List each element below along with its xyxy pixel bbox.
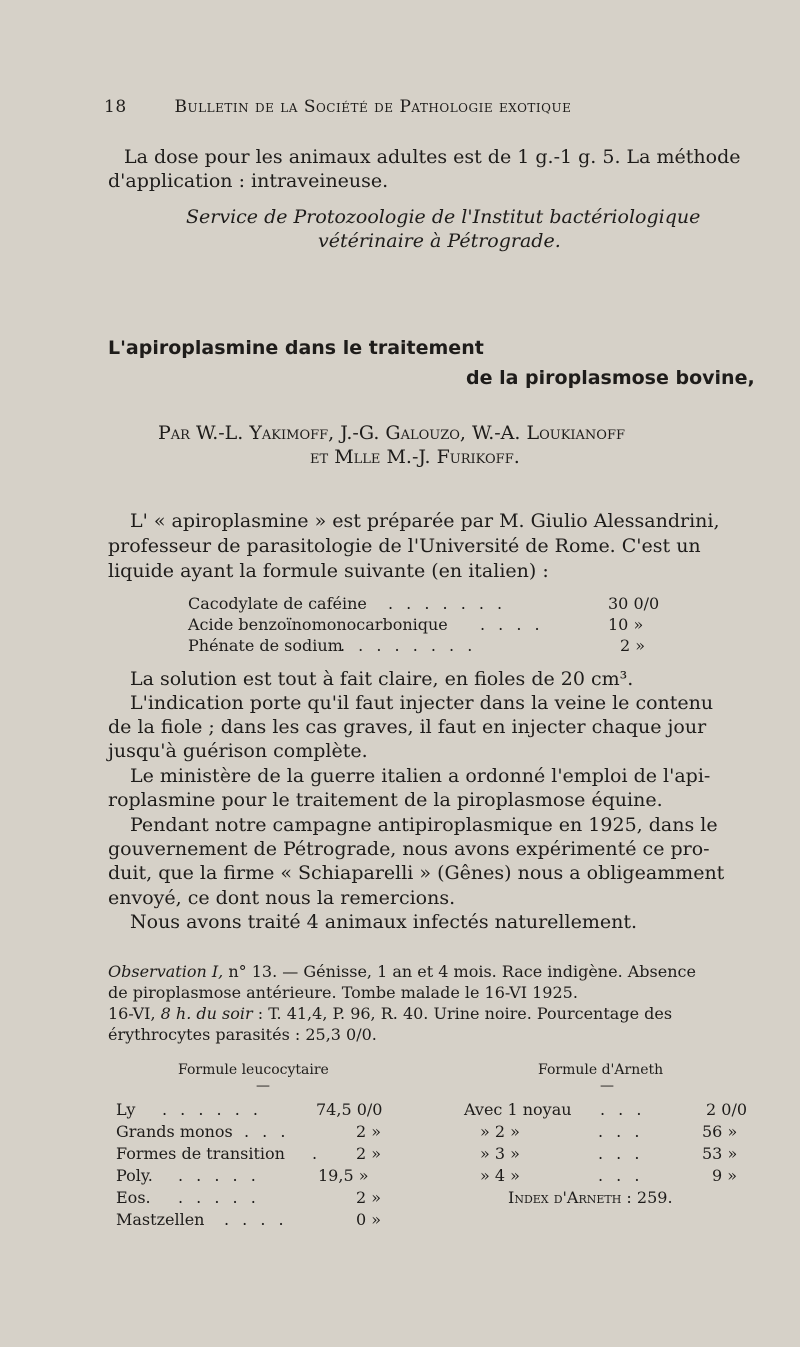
leuco-dash: — xyxy=(256,1078,270,1094)
formula-name: Cacodylate de caféine xyxy=(188,594,367,613)
para2-line-8: gouvernement de Pétrograde, nous avons expérimenté ce pro- xyxy=(108,838,710,860)
prev-article-affiliation-2: vétérinaire à Pétrograde. xyxy=(318,230,561,252)
formula-dots: . . . . xyxy=(480,615,544,634)
leuco-row-mastzellen: Mastzellen . . . . 0 » xyxy=(116,1210,382,1229)
leuco-row-formes-transition: Formes de transition . 2 » xyxy=(116,1144,382,1163)
journal-title: Bulletin de la Société de Pathologie exotique xyxy=(174,97,572,117)
formula-value: 30 0/0 xyxy=(608,594,660,613)
running-header xyxy=(104,97,571,117)
arneth-row-2: » 2 » . . . 56 » xyxy=(480,1122,738,1141)
prev-article-affiliation-1: Service de Protozoologie de l'Institut bactériologique xyxy=(186,206,701,228)
leuco-row-grands-monos: Grands monos . . . 2 » xyxy=(116,1122,382,1141)
authors-line-1: Par W.-L. Yakimoff, J.-G. Galouzo, W.-A. Loukianoff xyxy=(158,422,625,444)
para2-line-5: Le ministère de la guerre italien a ordonné l'emploi de l'api- xyxy=(130,765,711,787)
prev-article-line-1: La dose pour les animaux adultes est de 1 g.-1 g. 5. La méthode xyxy=(124,146,741,168)
arneth-row-3: » 3 » . . . 53 » xyxy=(480,1144,738,1163)
para2-line-2: L'indication porte qu'il faut injecter dans la veine le contenu xyxy=(130,692,714,714)
observation-line-2: de piroplasmose antérieure. Tombe malade le 16-VI 1925. xyxy=(108,983,578,1002)
para1-line-1: L' « apiroplasmine » est préparée par M. Giulio Alessandrini, xyxy=(130,510,720,532)
para1-line-2: professeur de parasitologie de l'Université de Rome. C'est un xyxy=(108,535,701,557)
formula-row-2 xyxy=(188,615,644,634)
leuco-title: Formule leucocytaire xyxy=(178,1062,329,1078)
authors-line-2: et Mlle M.-J. Furikoff. xyxy=(310,446,520,468)
observation-label: Observation I, xyxy=(108,962,224,981)
arneth-dash: — xyxy=(600,1078,614,1094)
formula-dots: . . . . . . . xyxy=(388,594,507,613)
leuco-row-eos: Eos. . . . . . 2 » xyxy=(116,1188,382,1207)
page-number: 18 xyxy=(104,97,127,117)
para2-line-11: Nous avons traité 4 animaux infectés naturellement. xyxy=(130,911,637,933)
para2-line-4: jusqu'à guérison complète. xyxy=(108,740,368,762)
observation-line-4: érythrocytes parasités : 25,3 0/0. xyxy=(108,1025,377,1044)
formula-dots: . . . . . . . . xyxy=(340,636,477,655)
formula-value: 10 » xyxy=(608,615,644,634)
formula-name: Acide benzoïnomonocarbonique xyxy=(188,615,448,634)
arneth-row-1: Avec 1 noyau . . . 2 0/0 xyxy=(464,1100,748,1119)
para1-line-3: liquide ayant la formule suivante (en italien) : xyxy=(108,560,549,582)
leuco-row-ly: Ly . . . . . . 74,5 0/0 xyxy=(116,1100,383,1119)
formula-value: 2 » xyxy=(620,636,646,655)
arneth-index: Index d'Arneth : 259. xyxy=(508,1188,673,1207)
observation-line-3: 16-VI, 8 h. du soir : T. 41,4, P. 96, R. 40. Urine noire. Pourcentage des xyxy=(108,1004,673,1023)
para2-line-1: La solution est tout à fait claire, en fioles de 20 cm³. xyxy=(130,668,634,690)
article-title-line-1: L'apiroplasmine dans le traitement xyxy=(108,337,484,359)
arneth-row-4: » 4 » . . . 9 » xyxy=(480,1166,738,1185)
prev-article-line-2: d'application : intraveineuse. xyxy=(108,170,389,192)
formula-row-1 xyxy=(188,594,660,613)
para2-line-6: roplasmine pour le traitement de la piroplasmose équine. xyxy=(108,789,663,811)
formula-name: Phénate de sodium xyxy=(188,636,343,655)
observation-time: 8 h. du soir xyxy=(160,1004,253,1023)
leuco-row-poly: Poly. . . . . . 19,5 » xyxy=(116,1166,369,1185)
para2-line-10: envoyé, ce dont nous la remercions. xyxy=(108,887,456,909)
arneth-title: Formule d'Arneth xyxy=(538,1062,664,1078)
para2-line-3: de la fiole ; dans les cas graves, il faut en injecter chaque jour xyxy=(108,716,707,738)
para2-line-9: duit, que la firme « Schiaparelli » (Gênes) nous a obligeamment xyxy=(108,862,725,884)
para2-line-7: Pendant notre campagne antipiroplasmique en 1925, dans le xyxy=(130,814,718,836)
article-title-line-2: de la piroplasmose bovine, xyxy=(466,367,755,389)
observation-line-1: Observation I, n° 13. — Génisse, 1 an et 4 mois. Race indigène. Absence xyxy=(108,962,696,981)
formula-row-3 xyxy=(188,636,646,655)
